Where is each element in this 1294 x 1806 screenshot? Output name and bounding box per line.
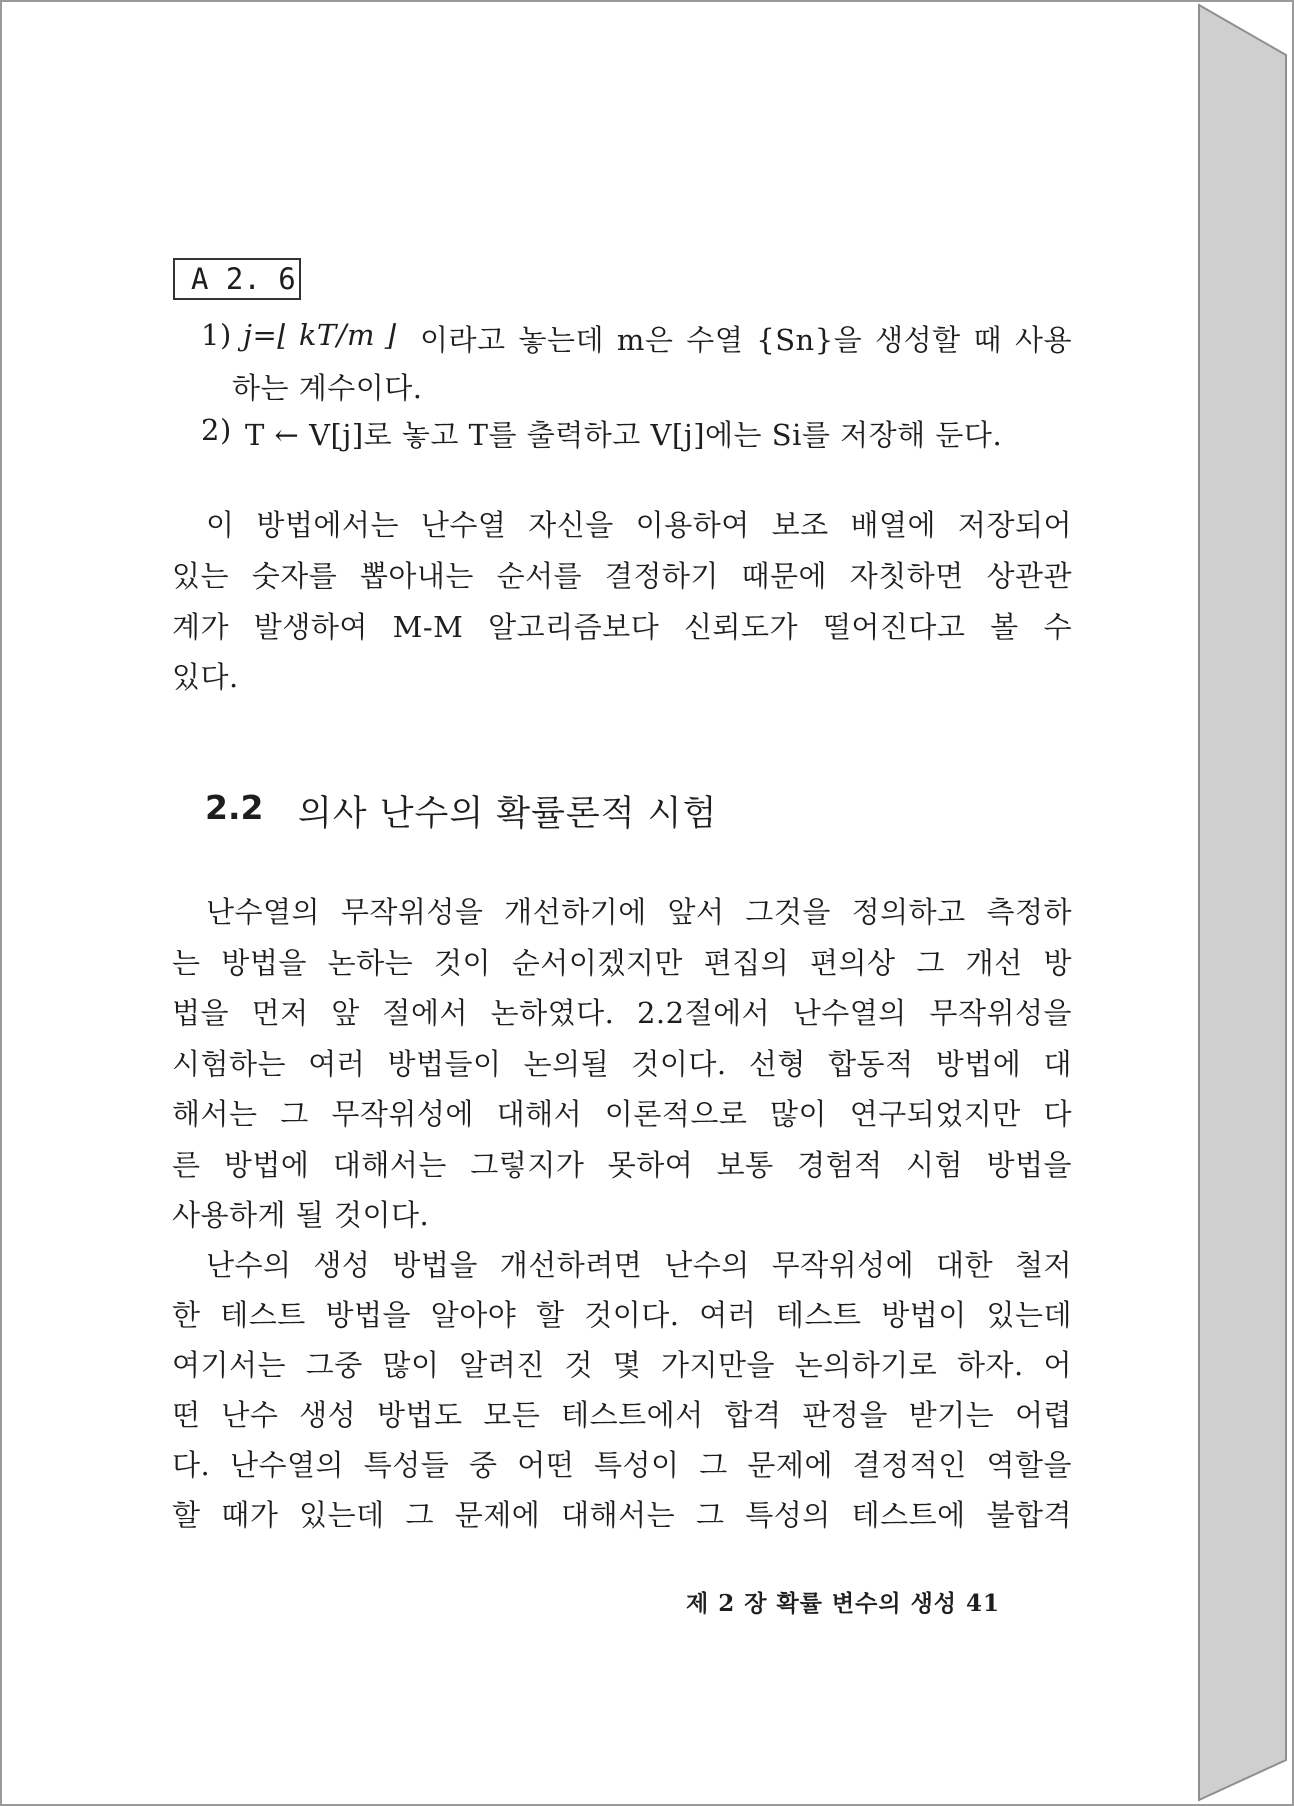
- section-title: 의사 난수의 확률론적 시험: [298, 794, 718, 834]
- body-p2-line-4: 떤 난수 생성 방법도 모든 테스트에서 합격 판정을 받기는 어렵: [172, 1398, 1072, 1432]
- body-p1-line-4: 시험하는 여러 방법들이 논의될 것이다. 선형 합동적 방법에 대: [172, 1047, 1072, 1081]
- body-p1-line-5: 해서는 그 무작위성에 대해서 이론적으로 많이 연구되었지만 다: [172, 1097, 1072, 1131]
- body-p1-line-6: 른 방법에 대해서는 그렇지가 못하여 보통 경험적 시험 방법을: [172, 1148, 1072, 1182]
- answer-item-1-line-2: 하는 계수이다.: [232, 371, 423, 405]
- body-p2-line-6: 할 때가 있는데 그 문제에 대해서는 그 특성의 테스트에 불합격: [172, 1498, 1072, 1532]
- answer-paragraph-line-4: 있다.: [172, 660, 239, 694]
- answer-label-box: A 2. 6: [173, 258, 301, 300]
- body-p1-line-7: 사용하게 될 것이다.: [172, 1198, 430, 1232]
- body-p2-line-1: 난수의 생성 방법을 개선하려면 난수의 무작위성에 대한 철저: [206, 1248, 1072, 1282]
- body-p1-line-2: 는 방법을 논하는 것이 순서이겠지만 편집의 편의상 그 개선 방: [172, 946, 1072, 980]
- body-p1-line-3: 법을 먼저 앞 절에서 논하였다. 2.2절에서 난수열의 무작위성을: [172, 996, 1072, 1030]
- page-side-panel: [1199, 5, 1286, 1800]
- answer-item-1-number: 1): [201, 318, 232, 352]
- answer-paragraph-line-3: 계가 발생하여 M-M 알고리즘보다 신뢰도가 떨어진다고 볼 수: [172, 610, 1072, 644]
- section-number: 2.2: [205, 788, 264, 827]
- answer-item-1-formula: j=⌊ kT/m ⌋: [243, 318, 397, 352]
- answer-paragraph-line-1: 이 방법에서는 난수열 자신을 이용하여 보조 배열에 저장되어: [206, 508, 1072, 542]
- body-p2-line-2: 한 테스트 방법을 알아야 할 것이다. 여러 테스트 방법이 있는데: [172, 1298, 1072, 1332]
- answer-item-2-number: 2): [201, 413, 232, 447]
- answer-item-1-line-1: 이라고 놓는데 m은 수열 {Sn}을 생성할 때 사용: [420, 323, 1072, 357]
- body-p1-line-1: 난수열의 무작위성을 개선하기에 앞서 그것을 정의하고 측정하: [206, 895, 1072, 929]
- answer-paragraph-line-2: 있는 숫자를 뽑아내는 순서를 결정하기 때문에 자칫하면 상관관: [172, 559, 1072, 593]
- body-p2-line-5: 다. 난수열의 특성들 중 어떤 특성이 그 문제에 결정적인 역할을: [172, 1448, 1072, 1482]
- body-p2-line-3: 여기서는 그중 많이 알려진 것 몇 가지만을 논의하기로 하자. 어: [172, 1348, 1072, 1382]
- page-footer: 제 2 장 확률 변수의 생성 41: [686, 1590, 1001, 1617]
- answer-item-2-text: T ← V[j]로 놓고 T를 출력하고 V[j]에는 Si를 저장해 둔다.: [245, 418, 1003, 452]
